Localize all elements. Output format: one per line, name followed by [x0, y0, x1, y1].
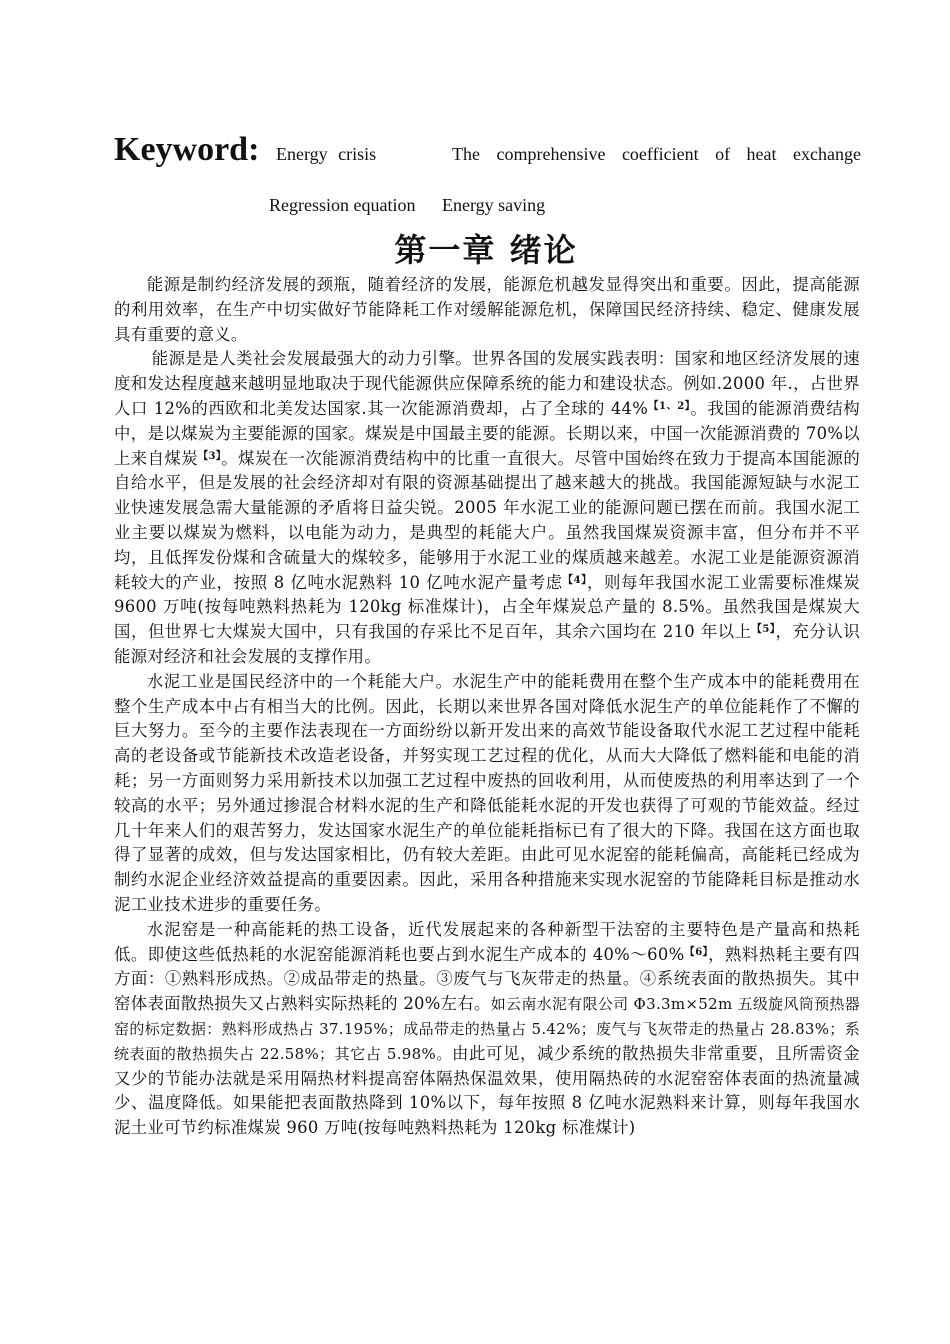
keyword-line-continued: [269, 193, 545, 217]
paragraph-text-calibration: 如云南水泥有限公司 Φ3.3m×52m 五级旋风筒预热器窑的标定数据：熟料形成热占 37.195%；成品带走的热量占 5.42%；废气与飞灰带走的热量占 28.83%；系统表面的散热损失占 22.58%；其它占 5.98%。: [114, 995, 860, 1063]
citation-ref: 【4】: [562, 574, 587, 586]
keyword-line: [114, 128, 859, 172]
citation-ref: 【5】: [751, 624, 776, 636]
paragraph-energy-engine: [114, 347, 860, 669]
paragraph-text: 。我国的能源消费结构中，是以煤炭为主要能源的国家。煤炭是中国最主要的能源。长期以来，中国一次能源消费的 70%以上来自煤炭: [114, 398, 860, 468]
keyword-regression-equation: Regression equation: [269, 195, 416, 215]
body-text: [114, 273, 860, 1141]
chapter-title: 第一章 绪论: [394, 231, 578, 269]
paragraph-energy-bottleneck: 能源是制约经济发展的颈瓶，随着经济的发展，能源危机越发显得突出和重要。因此，提高能源的利用效率，在生产中切实做好节能降耗工作对缓解能源危机，保障国民经济持续、稳定、健康发展具有重要的意义。: [114, 275, 860, 344]
citation-ref: 【6】: [684, 946, 709, 958]
paragraph-text: ，充分认识能源对经济和社会发展的支撑作用。: [114, 622, 861, 666]
paragraph-cement-kiln: [114, 918, 860, 1141]
citation-ref: 【1、2】: [648, 400, 691, 412]
paragraph-text: ，则每年我国水泥工业需要标准煤炭 9600 万吨(按每吨熟料热耗为 120kg 标准煤计)，占全年煤炭总产量的 8.5%。虽然我国是煤炭大国，但世界七大煤炭大国中，只有我国的存采比不足百年，其余六国均在 210 年以上: [114, 572, 860, 642]
paragraph-cement-industry: 水泥工业是国民经济中的一个耗能大户。水泥生产中的能耗费用在整个生产成本中的能耗费用在整个生产成本中占有相当大的比例。因此，长期以来世界各国对降低水泥生产的单位能耗作了不懈的巨大努力。至今的主要作法表现在一方面纷纷以新开发出来的高效节能设备取代水泥工艺过程中能耗高的老设备或节能新技术改造老设备，并努实现工艺过程的优化，从而大大降低了燃料能和电能的消耗；另一方面则努力采用新技术以加强工艺过程中废热的回收利用，从而使废热的利用率达到了一个较高的水平；另外通过掺混合材料水泥的生产和降低能耗水泥的开发也获得了可观的节能效益。经过几十年来人们的艰苦努力，发达国家水泥生产的单位能耗指标已有了很大的下降。我国在这方面也取得了显著的成效，但与发达国家相比，仍有较大差距。由此可见水泥窑的能耗偏高，高能耗已经成为制约水泥企业经济效益提高的重要因素。因此，采用各种措施来实现水泥窑的节能降耗目标是推动水泥工业技术进步的重要任务。: [114, 671, 860, 914]
citation-ref: 【3】: [198, 450, 222, 462]
keyword-label: Keyword:: [114, 131, 260, 168]
keyword-heat-exchange-coefficient: The comprehensive coefficient of heat exchange: [452, 144, 861, 164]
paragraph-text: 能源是是人类社会发展最强大的动力引擎。世界各国的发展实践表明：国家和地区经济发展的速度和发达程度越来越明显地取决于现代能源供应保障系统的能力和建设状态。例如.2000 年.，占世界人口 12%的西欧和北美发达国家.其一次能源消费却，占了全球的 44%: [114, 349, 860, 418]
paragraph-text: 由此可见，减少系统的散热损失非常重要，且所需资金又少的节能办法就是采用隔热材料提高窑体隔热保温效果，使用隔热砖的水泥窑窑体表面的热流量减少、温度降低。如果能把表面散热降到 10%以下，每年按照 8 亿吨水泥熟料来计算，则每年我国水泥土业可节约标准煤炭 960 万吨(按每吨熟料热耗为 120kg 标准煤计): [114, 1043, 860, 1138]
paragraph-text: ，熟料热耗主要有四方面：①熟料形成热。②成品带走的热量。③废气与飞灰带走的热量。④系统表面的散热损失。其中窑体表面散热损失又占熟料实际热耗的 20%左右。: [114, 944, 860, 1014]
paragraph-text: 。煤炭在一次能源消费结构中的比重一直很大。尽管中国始终在致力于提高本国能源的自给水平，但是发展的社会经济却对有限的资源基础提出了越来越大的挑战。我国能源短缺与水泥工业快速发展急需大量能源的矛盾将日益尖锐。2005 年水泥工业的能源问题已摆在而前。我国水泥工业主要以煤炭为燃料，以电能为动力，是典型的耗能大户。虽然我国煤炭资源丰富，但分布并不平均，且低挥发份煤和含硫量大的煤较多，能够用于水泥工业的煤质越来越差。水泥工业是能源资源消耗较大的产业，按照 8 亿吨水泥熟料 10 亿吨水泥产量考虑: [114, 448, 861, 592]
paragraph-text: 水泥窑是一种高能耗的热工设备，近代发展起来的各种新型干法窑的主要特色是产量高和热耗低。即使这些低热耗的水泥窑能源消耗也要占到水泥生产成本的 40%～60%: [114, 919, 860, 964]
keyword-energy-saving: Energy saving: [441, 195, 546, 215]
keyword-energy-crisis: Energy crisis: [276, 144, 377, 164]
